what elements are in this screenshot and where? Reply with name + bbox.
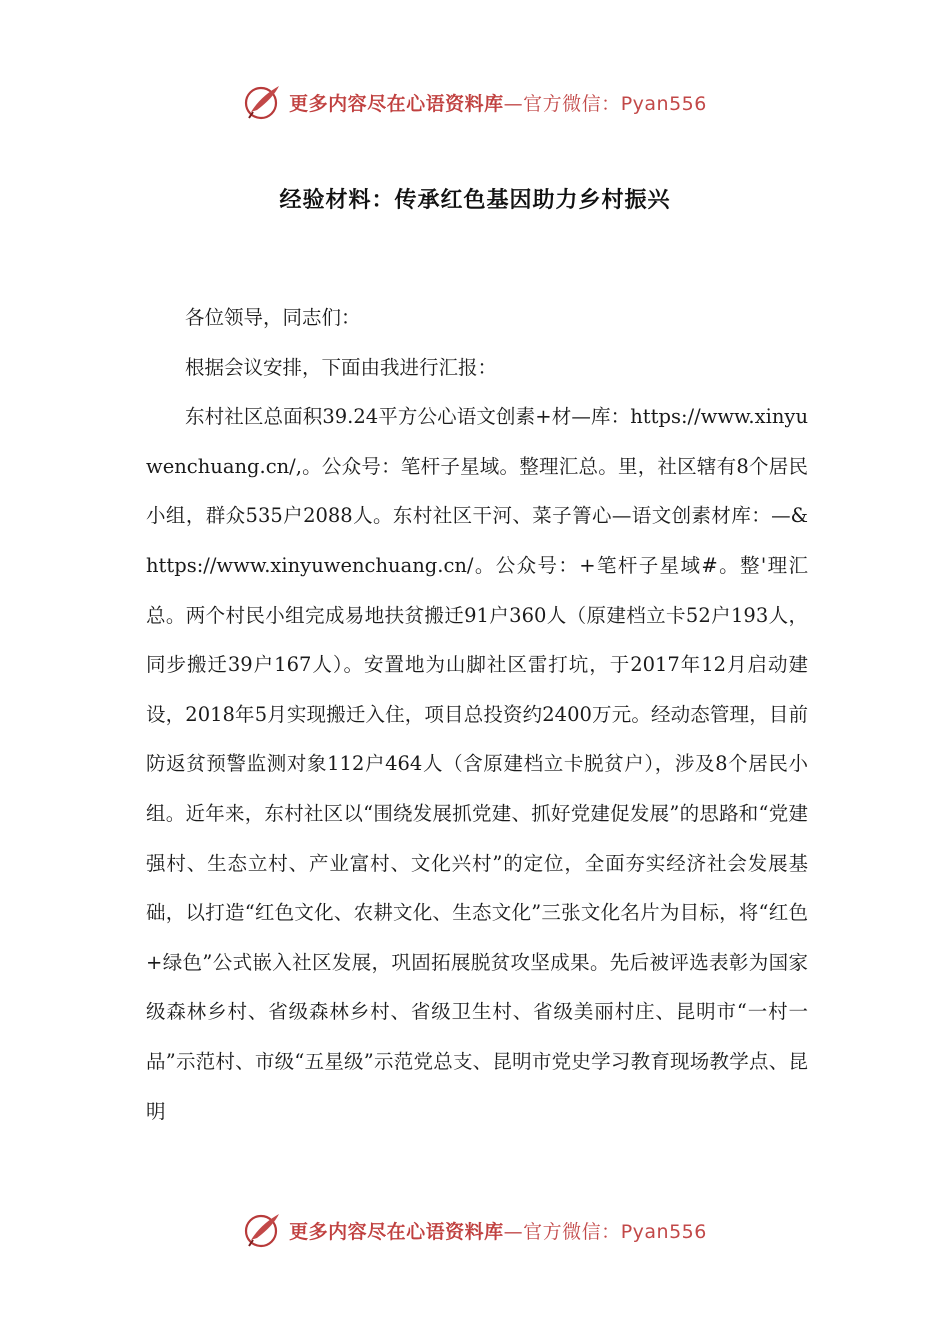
header-watermark-banner [0,80,950,124]
quill-pen-logo-icon [243,82,283,122]
quill-pen-logo-icon [243,1210,283,1250]
banner-text [289,1217,707,1244]
paragraph-greeting: 各位领导，同志们： [185,306,361,329]
banner-separator: — [503,92,524,115]
banner-wechat-label: 官方微信： [523,92,621,115]
paragraph-intro: 根据会议安排，下面由我进行汇报： [185,355,498,379]
banner-wechat-id: Pyan556 [620,1220,707,1243]
banner-main-text: 更多内容尽在心语资料库 [289,1220,504,1243]
document-body [146,293,808,1136]
paragraph-main: 东村社区总面积39.24平方公心语文创素+材—库：https://www.xinyuwenchuang.cn/,。公众号：笔杆子星域。整理汇总。里，社区辖有8个居民小组，群众535户2088人。东村社区干河、菜子箐心—语文创素材库：—&https://www.xinyuwenchuang.cn/。公众号：+笔杆子星域#。整'理汇总。两个村民小组完成易地扶贫搬迁91户360人（原建档立卡52户193人，同步搬迁39户167人）。安置地为山脚社区雷打坑，于2017年12月启动建设，2018年5月实现搬迁入住，项目总投资约2400万元。经动态管理，目前防返贫预警监测对象112户464人（含原建档立卡脱贫户），涉及8个居民小组。近年来，东村社区以“围绕发展抓党建、抓好党建促发展”的思路和“党建强村、生态立村、产业富村、文化兴村”的定位，全面夯实经济社会发展基础，以打造“红色文化、农耕文化、生态文化”三张文化名片为目标，将“红色+绿色”公式嵌入社区发展，巩固拓展脱贫攻坚成果。先后被评选表彰为国家级森林乡村、省级森林乡村、省级卫生村、省级美丽村庄、昆明市“一村一品”示范村、市级“五星级”示范党总支、昆明市党史学习教育现场教学点、昆明 [146,405,808,1123]
banner-main-text: 更多内容尽在心语资料库 [289,92,504,115]
banner-separator: — [503,1220,524,1243]
banner-wechat-label: 官方微信： [523,1220,621,1243]
document-title: 经验材料：传承红色基因助力乡村振兴 [279,187,671,213]
banner-text [289,89,707,116]
banner-wechat-id: Pyan556 [620,92,707,115]
footer-watermark-banner [0,1208,950,1252]
